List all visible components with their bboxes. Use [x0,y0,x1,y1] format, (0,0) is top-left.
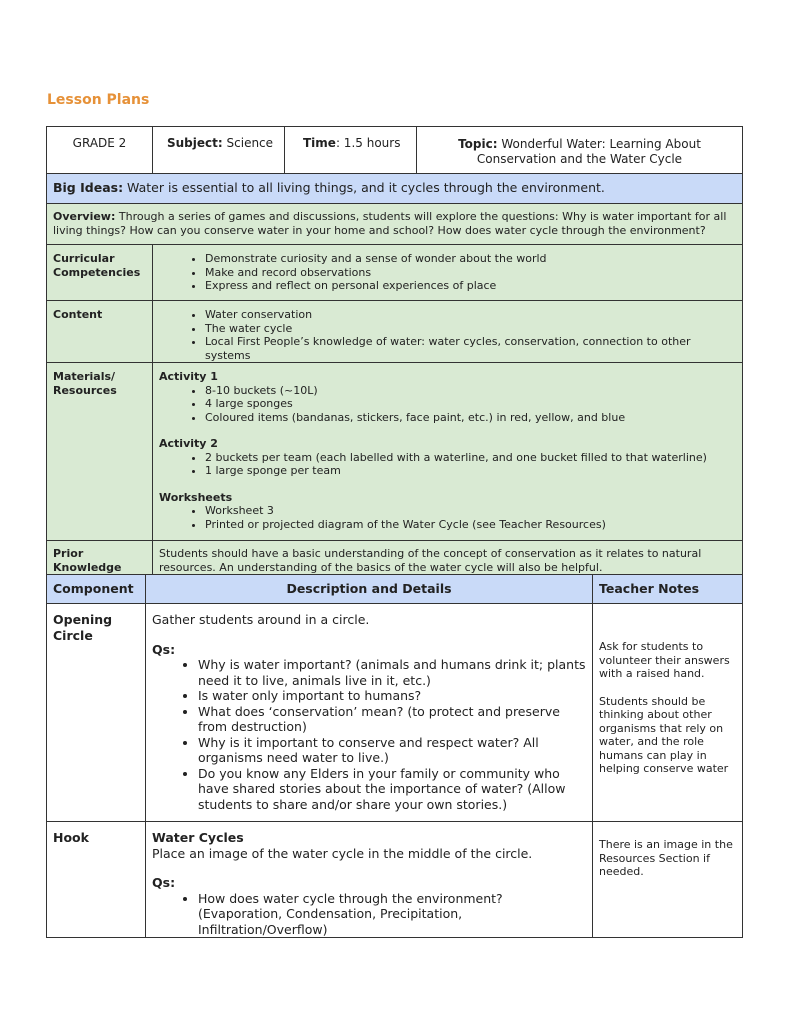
list-item: • 1 large sponge per team [205,464,736,478]
curricular-cell [153,245,743,301]
hook-cell [146,822,593,938]
list-item: • Demonstrate curiosity and a sense of wonder about the world [205,252,736,266]
list-item: • Water conservation [205,308,736,322]
hook-qs-label: Qs: [152,875,176,890]
list-item: • 8-10 buckets (~10L) [205,384,736,398]
list-item: • How does water cycle through the environment? (Evaporation, Condensation, Precipitation, Infiltration/Overflow) [198,891,586,938]
opening-notes-cell [593,604,743,822]
overview-label: Overview: [53,210,116,223]
overview-row [47,204,743,245]
subject-cell [153,127,285,174]
content-list [159,308,736,362]
list-item: • Make and record observations [205,266,736,280]
list-item: • Do you know any Elders in your family or community who have shared stories about the importance of water? (Allow students to share and/or share your own stories.) [198,766,586,813]
materials-row [47,363,743,541]
subject-value: Science [226,136,274,150]
list-item: • Local First People’s knowledge of water: water cycles, conservation, connection to other systems [205,335,736,362]
hook-row [47,822,743,938]
opening-label: Opening Circle [47,604,146,822]
list-item: • Express and reflect on personal experiences of place [205,279,736,293]
activities-header-row [47,575,743,604]
activity2-title: Activity 2 [159,437,218,450]
big-ideas-cell [47,174,743,204]
list-item: • The water cycle [205,322,736,336]
opening-note-2: Students should be thinking about other organisms that rely on water, and the role humans can play in helping conserve water [599,694,729,775]
topic-label: Topic: [458,137,498,151]
opening-questions [152,657,586,812]
list-item: • Coloured items (bandanas, stickers, face paint, etc.) in red, yellow, and blue [205,411,736,425]
overview-cell [47,204,743,245]
activity2-list [159,451,736,478]
list-item: • Printed or projected diagram of the Water Cycle (see Teacher Resources) [205,518,736,532]
list-item: • Why is it important to conserve and respect water? All organisms need water to live.) [198,735,586,766]
hook-notes-cell [593,822,743,938]
header-row [47,127,743,174]
content-label: Content [47,301,153,363]
description-header: Description and Details [146,575,593,604]
list-item: • 2 buckets per team (each labelled with a waterline, and one bucket filled to that waterline) [205,451,736,465]
opening-intro: Gather students around in a circle. [152,612,370,627]
page-title: Lesson Plans [47,92,150,108]
opening-note-1: Ask for students to volunteer their answers with a raised hand. [599,640,730,680]
lesson-activities-table [46,574,743,938]
materials-label: Materials/ Resources [47,363,153,541]
content-row [47,301,743,363]
list-item: • Is water only important to humans? [198,688,586,704]
time-label: Time [303,136,336,150]
list-item: • Why is water important? (animals and humans drink it; plants need it to live, animals live in it, etc.) [198,657,586,688]
list-item: • 4 large sponges [205,397,736,411]
hook-questions [152,891,586,938]
topic-value: Wonderful Water: Learning About Conservation and the Water Cycle [476,137,701,166]
topic-cell [417,127,743,174]
prior-label: Prior Knowledge [47,541,153,582]
activity1-list [159,384,736,425]
list-item: • Worksheet 3 [205,504,736,518]
subject-label: Subject: [167,136,223,150]
component-header: Component [47,575,146,604]
worksheets-title: Worksheets [159,490,233,504]
materials-cell [153,363,743,541]
big-ideas-label: Big Ideas: [53,180,124,195]
hook-title: Water Cycles [152,830,244,845]
time-cell [285,127,417,174]
grade-cell [47,127,153,174]
hook-note: There is an image in the Resources Section if needed. [599,838,733,878]
lesson-overview-table [46,126,743,582]
big-ideas-row [47,174,743,204]
grade: GRADE 2 [72,136,127,150]
worksheets-list [159,504,736,531]
list-item: • What does ‘conservation’ mean? (to protect and preserve from destruction) [198,704,586,735]
overview-text: Through a series of games and discussions, students will explore the questions: Why is water important for all living things? How can you conserve water in your home and school? How does water cycle through the environment? [53,210,727,237]
content-cell [153,301,743,363]
activity1-title: Activity 1 [159,370,218,383]
curricular-list [159,252,736,293]
curricular-row [47,245,743,301]
opening-cell [146,604,593,822]
opening-qs-label: Qs: [152,641,176,657]
time-value: : 1.5 hours [335,136,401,150]
curricular-label: Curricular Competencies [47,245,153,301]
prior-text: Students should have a basic understanding of the concept of conservation as it relates to natural resources. An understanding of the basics of the water cycle will also be helpful. [153,541,743,582]
opening-row [47,604,743,822]
hook-label: Hook [47,822,146,938]
notes-header: Teacher Notes [593,575,743,604]
hook-text: Place an image of the water cycle in the middle of the circle. [152,845,533,861]
big-ideas-text: Water is essential to all living things, and it cycles through the environment. [127,180,605,195]
